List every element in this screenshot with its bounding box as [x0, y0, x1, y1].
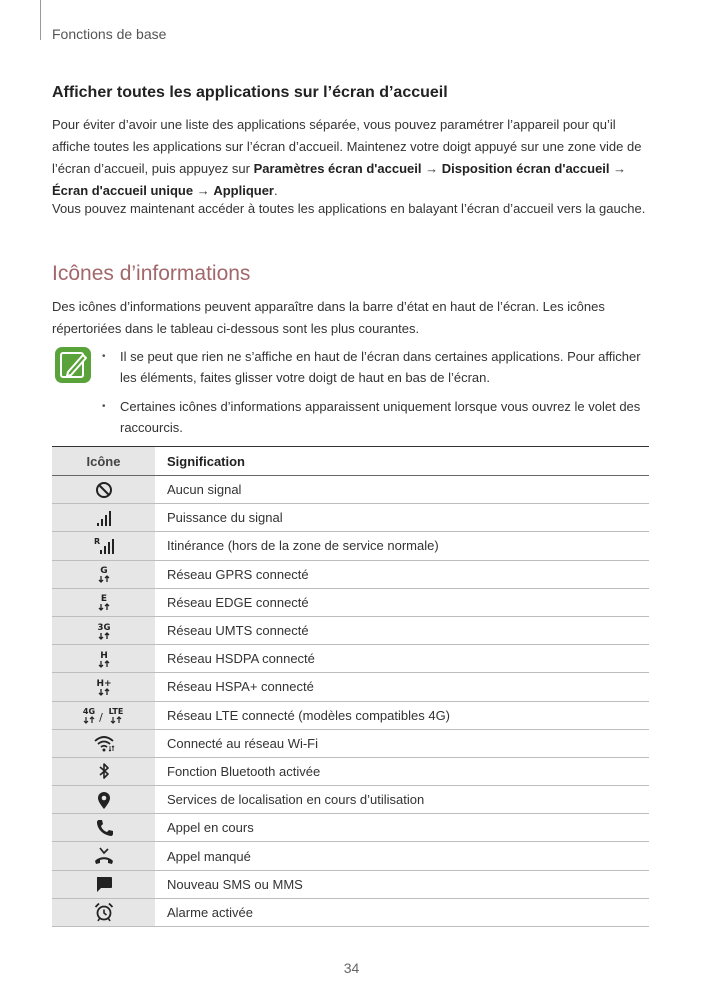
table-row	[52, 645, 649, 673]
note-list	[100, 346, 652, 446]
subsection-title: Afficher toutes les applications sur l’écran d’accueil	[52, 84, 448, 101]
table-row	[52, 786, 649, 814]
table-row	[52, 504, 649, 532]
meaning-text: Nouveau SMS ou MMS	[167, 876, 303, 892]
hspa-label: H+	[95, 678, 112, 689]
umts-icon	[93, 620, 115, 642]
meaning-text: Fonction Bluetooth activée	[167, 763, 321, 779]
meaning-text: Réseau HSPA+ connecté	[167, 679, 314, 695]
no-signal-icon	[93, 479, 115, 501]
lte-4g-label: 4G	[82, 707, 95, 717]
umts-label: 3G	[97, 622, 110, 633]
bluetooth-icon	[93, 760, 115, 782]
meaning-text: Réseau GPRS connecté	[167, 566, 309, 582]
table-row	[52, 673, 649, 701]
page-number: 34	[343, 960, 360, 976]
message-icon	[93, 873, 115, 895]
wifi-icon	[93, 732, 115, 754]
missed-call-icon	[93, 845, 115, 867]
lte-icon	[81, 704, 127, 726]
table-row	[52, 730, 649, 758]
meaning-text: Services de localisation en cours d’utilisation	[167, 792, 425, 808]
subsection-paragraph-2: Vous pouvez maintenant accéder à toutes les applications en balayant l’écran d’accueil vers la gauche.	[52, 201, 646, 216]
edge-label: E	[100, 594, 107, 605]
meaning-text: Puissance du signal	[167, 510, 283, 526]
header-rule	[40, 0, 41, 40]
table-row	[52, 561, 649, 589]
path-step-2: Disposition écran d'accueil	[441, 161, 610, 176]
meaning-text: Réseau HSDPA connecté	[167, 651, 315, 667]
table-row	[52, 476, 649, 504]
path-step-4: Appliquer	[213, 183, 274, 198]
header-icon-column: Icône	[52, 447, 155, 475]
meaning-text: Réseau EDGE connecté	[167, 594, 309, 610]
table-row	[52, 842, 649, 870]
gprs-icon	[93, 563, 115, 585]
section-intro: Des icônes d’informations peuvent apparaître dans la barre d’état en haut de l’écran. Les icônes répertoriées dans le tableau ci-dessous sont les plus courantes.	[52, 299, 605, 336]
note-item: • Il se peut que rien ne s’affiche en haut de l’écran dans certaines applications. Pour afficher les éléments, faites glisser votre doigt de haut en bas de l’écran.	[100, 346, 652, 388]
table-row	[52, 532, 649, 560]
call-icon	[93, 817, 115, 839]
note-icon	[54, 346, 92, 384]
signal-strength-icon	[93, 507, 115, 529]
meaning-text: Appel en cours	[167, 820, 254, 836]
path-step-3: Écran d'accueil unique	[52, 183, 194, 198]
note-item: • Certaines icônes d’informations apparaissent uniquement lorsque vous ouvrez le volet des raccourcis.	[100, 396, 652, 438]
table-row	[52, 702, 649, 730]
edge-icon	[93, 591, 115, 613]
section-title: Icônes d’informations	[52, 262, 251, 285]
table-row	[52, 899, 649, 927]
table-row	[52, 589, 649, 617]
chapter-header: Fonctions de base	[52, 26, 167, 42]
meaning-text: Aucun signal	[167, 482, 242, 498]
meaning-text: Réseau UMTS connecté	[167, 623, 309, 639]
hsdpa-icon	[93, 648, 115, 670]
subsection-paragraph-1: Pour éviter d’avoir une liste des applications séparée, vous pouvez paramétrer l’appareil pour qu’il affiche toutes les applications sur l’écran d’accueil. Maintenez votre doigt appuyé sur une zone vide de l’écran d’accueil, puis appuyez sur Paramètres écran d'accueil → Disposition écran d'accueil → Écran d'accueil unique → Appliquer.	[52, 117, 642, 198]
roaming-icon	[93, 535, 115, 557]
location-icon	[93, 789, 115, 811]
table-row	[52, 814, 649, 842]
lte-label: LTE	[108, 707, 123, 717]
table-header-row	[52, 447, 649, 476]
table-row	[52, 617, 649, 645]
gprs-label: G	[99, 566, 108, 577]
roaming-label: R	[93, 536, 100, 546]
path-step-1: Paramètres écran d'accueil	[253, 161, 422, 176]
lte-separator: /	[98, 711, 103, 725]
meaning-text: Itinérance (hors de la zone de service normale)	[167, 538, 439, 554]
header-meaning-column: Signification	[167, 453, 245, 469]
meaning-text: Appel manqué	[167, 848, 251, 864]
hspa-plus-icon	[93, 676, 115, 698]
meaning-text: Connecté au réseau Wi-Fi	[167, 735, 319, 751]
hsdpa-label: H	[99, 650, 108, 661]
meaning-text: Réseau LTE connecté (modèles compatibles 4G)	[167, 707, 451, 723]
icon-table	[52, 446, 649, 927]
alarm-icon	[93, 901, 115, 923]
table-row	[52, 871, 649, 899]
table-row	[52, 758, 649, 786]
meaning-text: Alarme activée	[167, 904, 253, 920]
